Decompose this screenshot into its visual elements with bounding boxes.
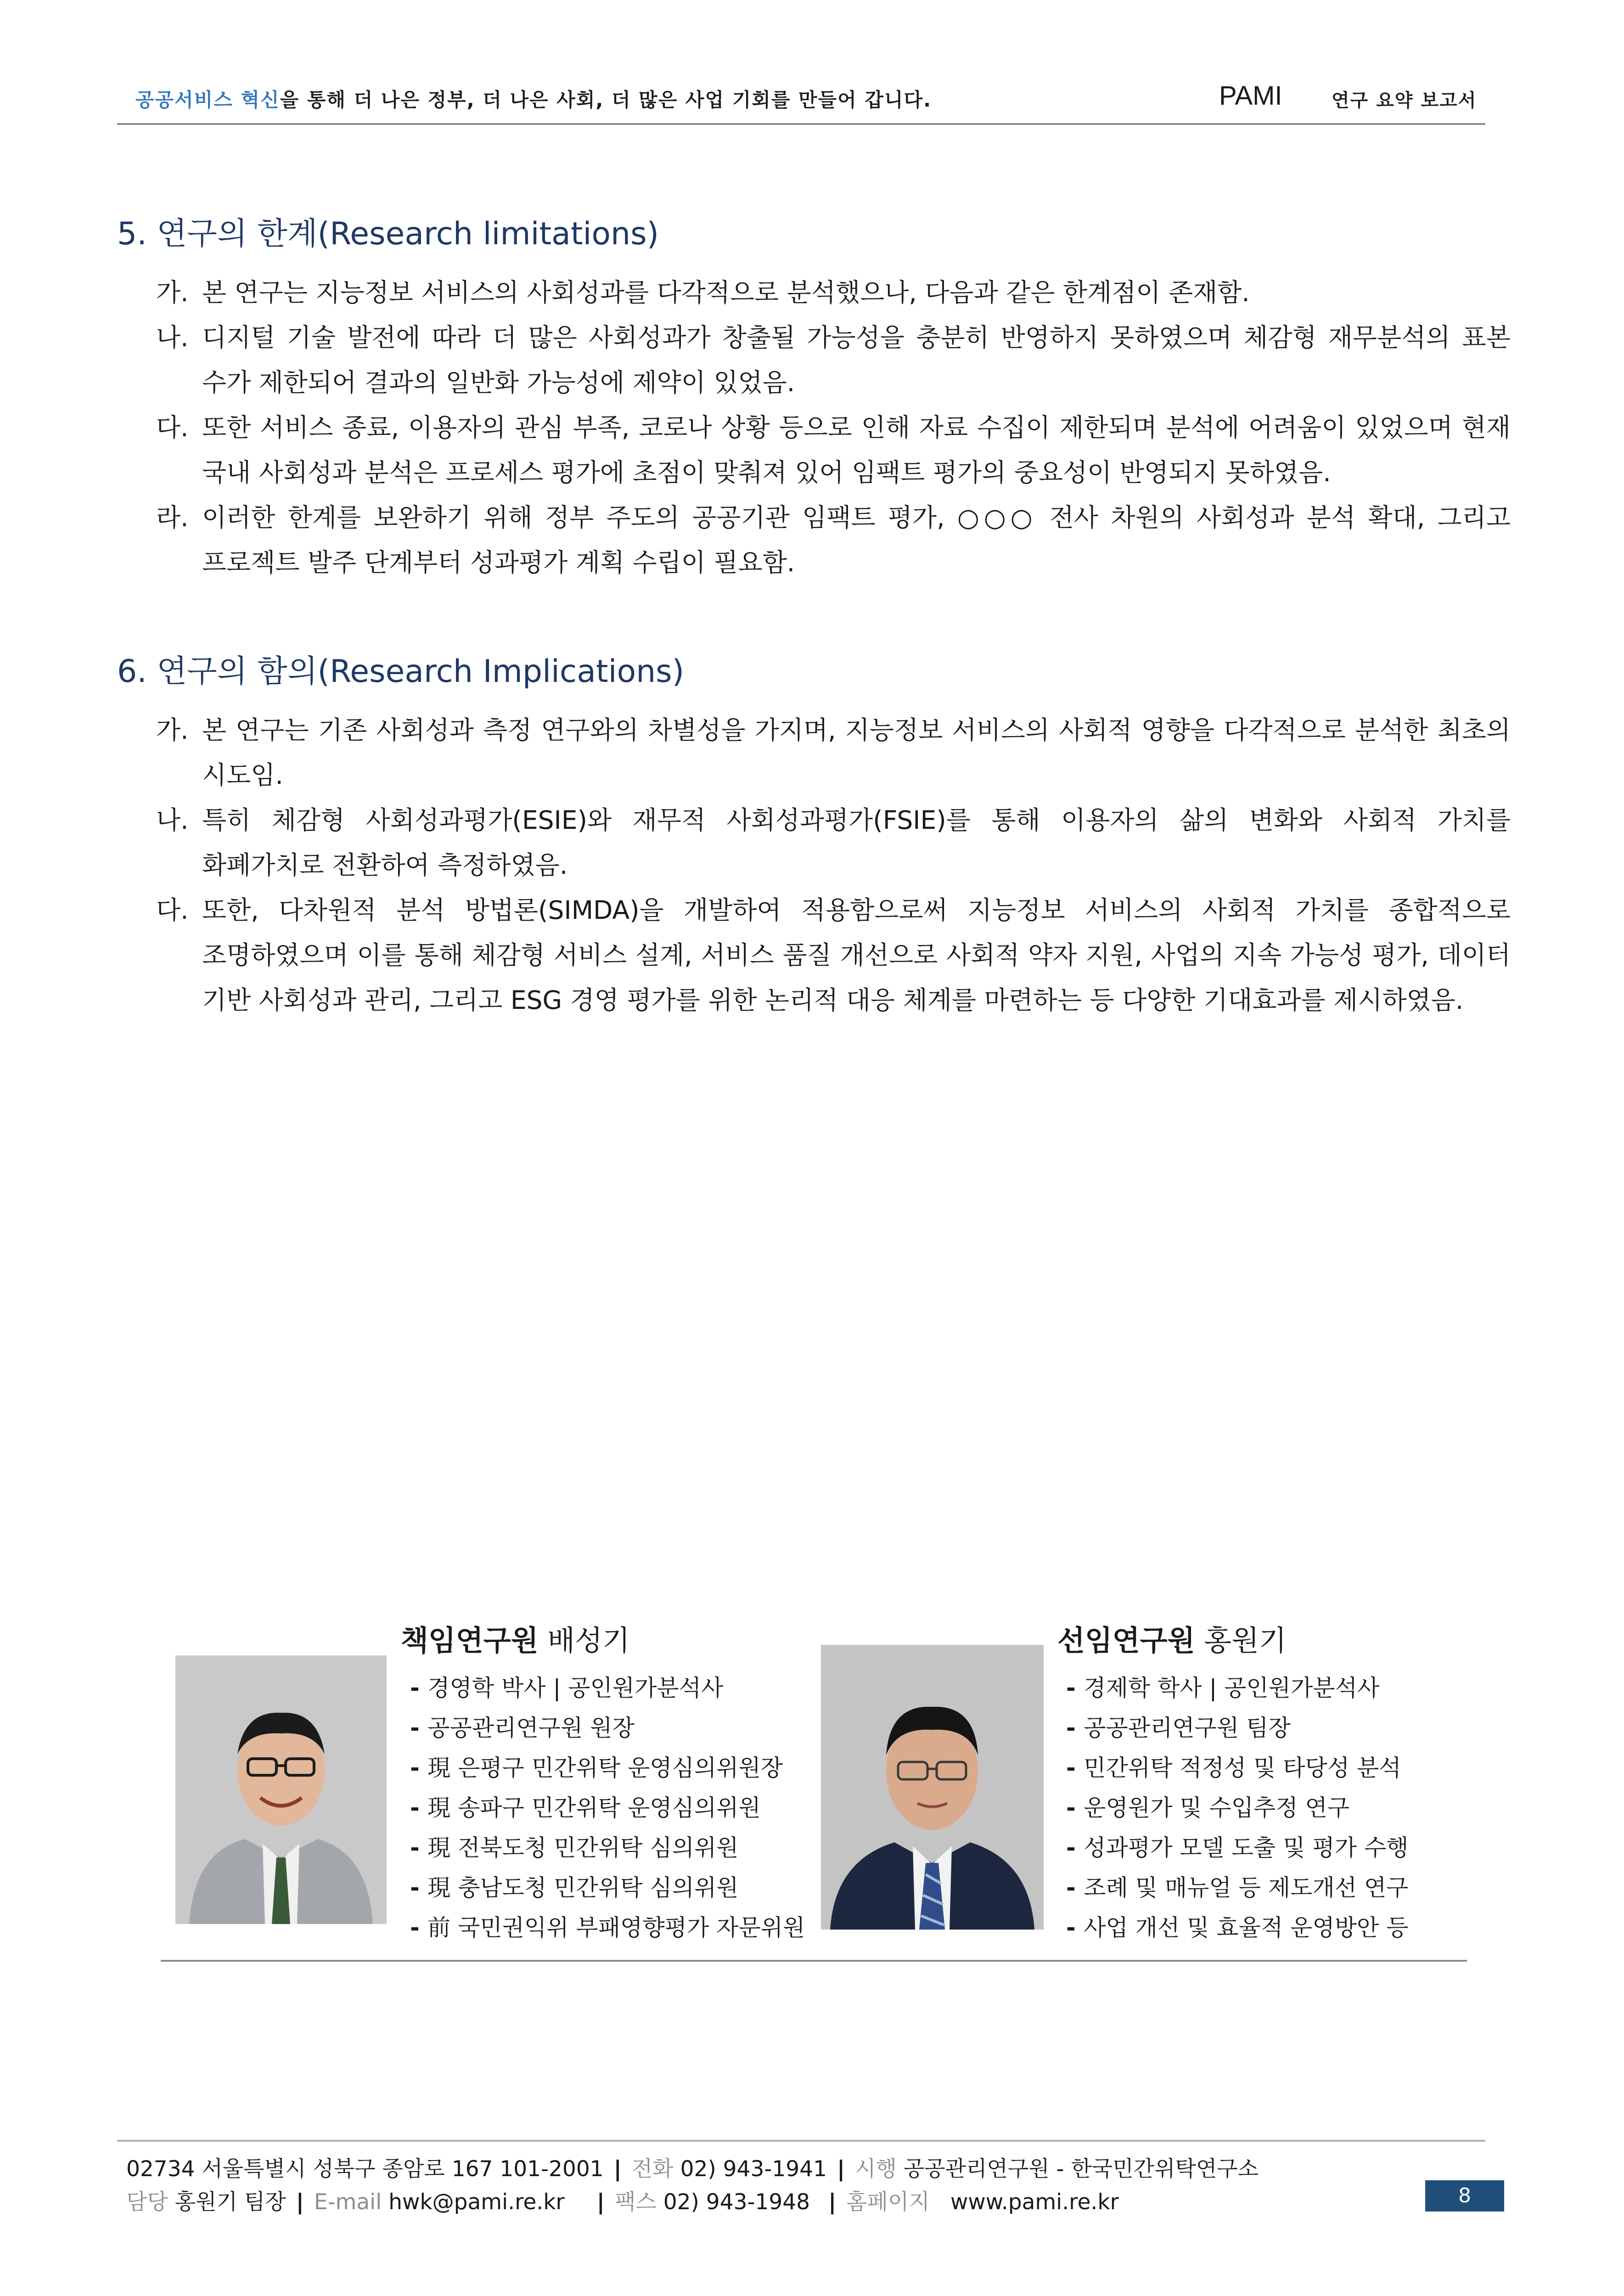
item-text: 또한, 다차원적 분석 방법론(SIMDA)을 개발하여 적용함으로써 지능정보 서비스의 사회적 가치를 종합적으로 조명하였으며 이를 통해 체감형 서비스 설계, 서비스 품질 개선으로 사회적 약자 지원, 사업의 지속 가능성 평가, 데이터 기반 사회성과 관리, 그리고 ESG 경영 평가를 위한 논리적 대응 체계를 마련하는 등 다양한 기대효과를 제시하였음. [202,895,1511,1015]
item-marker: 다. [156,413,189,442]
section-limitations [117,209,1515,585]
credential-item: - 조례 및 매뉴얼 등 제도개선 연구 [1066,1868,1409,1908]
researcher-1-photo [175,1655,387,1924]
tagline-accent: 공공서비스 혁신 [135,89,280,111]
fax-label: 팩스 [614,2189,657,2215]
researcher-1-credentials [410,1668,805,1948]
section-implications [117,647,1515,1023]
footer-phone: 02) 943-1941 [680,2156,827,2182]
list-item [117,405,1515,495]
item-marker: 라. [156,503,189,532]
footer-line-1: 02734 서울특별시 성북구 종암로 167 101-2001 | 전화 02) 943-1941 | 시행 공공관리연구원 - 한국민간위탁연구소 [126,2156,1259,2182]
item-text: 특히 체감형 사회성과평가(ESIE)와 재무적 사회성과평가(FSIE)를 통해 이용자의 삶의 변화와 사회적 가치를 화폐가치로 전환하여 측정하였음. [202,805,1511,880]
list-item [117,888,1515,1023]
footer-email[interactable]: hwk@pami.re.kr [388,2189,565,2215]
credential-item: - 前 국민권익위 부패영향평가 자문위원 [410,1908,805,1948]
credential-item: - 민간위탁 적정성 및 타당성 분석 [1066,1748,1409,1788]
limitations-list [117,270,1515,585]
credential-item: - 경제학 학사 | 공인원가분석사 [1066,1668,1409,1708]
list-item [117,708,1515,798]
footer-issuer: 공공관리연구원 - 한국민간위탁연구소 [903,2156,1259,2182]
list-item [117,270,1515,315]
item-marker: 다. [156,895,189,925]
profiles-divider [161,1960,1467,1962]
header-divider [117,123,1485,125]
credential-item: - 경영학 박사 | 공인원가분석사 [410,1668,805,1708]
item-text: 본 연구는 기존 사회성과 측정 연구와의 차별성을 가지며, 지능정보 서비스의 사회적 영향을 다각적으로 분석한 최초의 시도임. [202,715,1511,790]
item-marker: 나. [156,323,189,352]
section-title: 6. 연구의 함의(Research Implications) [117,653,685,690]
credential-item: - 現 전북도청 민간위탁 심의위원 [410,1828,805,1868]
item-text: 본 연구는 지능정보 서비스의 사회성과를 다각적으로 분석했으나, 다음과 같은 한계점이 존재함. [202,278,1250,307]
tagline-rest: 을 통해 더 나은 정부, 더 나은 사회, 더 많은 사업 기회를 만들어 갑니다. [280,89,932,111]
footer-homepage-link[interactable]: www.pami.re.kr [950,2189,1119,2215]
footer-divider [117,2140,1485,2142]
item-marker: 나. [156,805,189,835]
credential-item: - 운영원가 및 수입추정 연구 [1066,1788,1409,1828]
list-item [117,315,1515,405]
page-number: 8 [1425,2180,1504,2212]
footer-contact: 홍원기 팀장 [174,2189,286,2215]
researcher-2-photo [821,1645,1044,1930]
researcher-1-name: 책임연구원 배성기 [401,1624,630,1657]
phone-label: 전화 [631,2156,674,2182]
footer-address: 02734 서울특별시 성북구 종암로 167 101-2001 [126,2156,604,2182]
footer-line-2: 담당 홍원기 팀장 | E-mail hwk@pami.re.kr | 팩스 02) 943-1948 | 홈페이지 www.pami.re.kr [126,2189,1119,2215]
header-tagline [135,85,932,113]
section-title: 5. 연구의 한계(Research limitations) [117,216,659,252]
researcher-2-name: 선임연구원 홍원기 [1057,1624,1287,1657]
footer-fax: 02) 943-1948 [663,2189,810,2215]
item-text: 이러한 한계를 보완하기 위해 정부 주도의 공공기관 임팩트 평가, ○○○ 전사 차원의 사회성과 분석 확대, 그리고 프로젝트 발주 단계부터 성과평가 계획 수립이 필요함. [202,503,1511,577]
item-text: 또한 서비스 종료, 이용자의 관심 부족, 코로나 상황 등으로 인해 자료 수집이 제한되며 분석에 어려움이 있었으며 현재 국내 사회성과 분석은 프로세스 평가에 초점이 맞춰져 있어 임팩트 평가의 중요성이 반영되지 못하였음. [202,413,1511,487]
credential-item: - 現 은평구 민간위탁 운영심의위원장 [410,1748,805,1788]
credential-item: - 공공관리연구원 팀장 [1066,1708,1409,1748]
credential-item: - 공공관리연구원 원장 [410,1708,805,1748]
item-text: 디지털 기술 발전에 따라 더 많은 사회성과가 창출될 가능성을 충분히 반영하지 못하였으며 체감형 재무분석의 표본 수가 제한되어 결과의 일반화 가능성에 제약이 있었음. [202,323,1511,397]
item-marker: 가. [156,278,189,307]
homepage-label: 홈페이지 [846,2189,930,2215]
email-label: E-mail [314,2189,382,2215]
brand-logo-text: PAMI [1219,81,1282,111]
page-header [117,80,1485,113]
credential-item: - 사업 개선 및 효율적 운영방안 등 [1066,1908,1409,1948]
credential-item: - 성과평가 모델 도출 및 평가 수행 [1066,1828,1409,1868]
researcher-2-credentials [1066,1668,1409,1948]
item-marker: 가. [156,715,189,745]
implications-list [117,708,1515,1023]
credential-item: - 現 송파구 민간위탁 운영심의위원 [410,1788,805,1828]
contact-label: 담당 [126,2189,168,2215]
report-type: 연구 요약 보고서 [1332,90,1477,111]
issuer-label: 시행 [855,2156,897,2182]
list-item [117,798,1515,888]
credential-item: - 現 충남도청 민간위탁 심의위원 [410,1868,805,1908]
list-item [117,495,1515,585]
